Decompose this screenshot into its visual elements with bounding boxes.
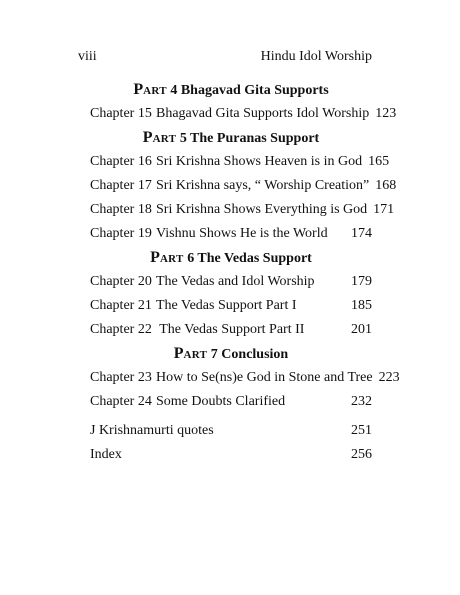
part-heading-6 (90, 246, 372, 270)
chapter-number: Chapter 24 (90, 394, 152, 409)
toc-entry (90, 270, 372, 294)
page-ref: 179 (351, 274, 372, 289)
chapter-title: Sri Krishna says, “ Worship Creation” (156, 178, 370, 193)
chapter-title: The Vedas and Idol Worship (156, 274, 315, 289)
part-heading-title: 6 The Vedas Support (183, 251, 312, 266)
chapter-number: Chapter 18 (90, 202, 152, 217)
part-heading-word: ART (183, 349, 208, 361)
chapter-number: Chapter 21 (90, 298, 152, 313)
chapter-title: The Vedas Support Part II (156, 322, 305, 337)
toc-entry (90, 318, 372, 342)
chapter-title: The Vedas Support Part I (156, 298, 297, 313)
part-heading-7 (90, 342, 372, 366)
back-matter-title: J Krishnamurti quotes (90, 423, 214, 438)
back-matter-entry (90, 419, 372, 443)
table-of-contents (90, 78, 400, 467)
part-heading-initial: P (173, 345, 184, 362)
part-heading-title: 4 Bhagavad Gita Supports (166, 83, 329, 98)
chapter-number: Chapter 19 (90, 226, 152, 241)
chapter-title: Vishnu Shows He is the World (156, 226, 328, 241)
chapter-number: Chapter 22 (90, 322, 152, 337)
part-heading-word: ART (152, 133, 177, 145)
page-ref: 185 (351, 298, 372, 313)
part-heading-word: ART (159, 253, 184, 265)
page-ref: 251 (351, 423, 372, 438)
page-ref: 171 (373, 202, 395, 217)
part-heading-initial: P (133, 81, 144, 98)
page-ref: 201 (351, 322, 372, 337)
chapter-number: Chapter 15 (90, 106, 152, 121)
chapter-number: Chapter 17 (90, 178, 152, 193)
back-matter-entry (90, 443, 372, 467)
toc-entry (90, 294, 372, 318)
part-heading-initial: P (142, 129, 153, 146)
page-ref: 165 (368, 154, 390, 169)
toc-entry (90, 150, 390, 174)
chapter-number: Chapter 20 (90, 274, 152, 289)
page-ref: 223 (378, 370, 400, 385)
page-ref: 168 (375, 178, 397, 193)
toc-entry (90, 102, 397, 126)
page-number: viii (78, 49, 97, 64)
toc-entry (90, 222, 372, 246)
page-ref: 123 (375, 106, 397, 121)
toc-entry (90, 366, 400, 390)
toc-entry (90, 174, 397, 198)
toc-entry (90, 198, 395, 222)
chapter-title: Bhagavad Gita Supports Idol Worship (156, 106, 370, 121)
part-heading-title: 5 The Puranas Support (176, 131, 320, 146)
page-ref: 232 (351, 394, 372, 409)
part-heading-5 (90, 126, 372, 150)
chapter-title: Some Doubts Clarified (156, 394, 286, 409)
back-matter-title: Index (90, 447, 122, 462)
part-heading-word: ART (143, 85, 167, 97)
part-heading-4 (90, 78, 372, 102)
chapter-number: Chapter 16 (90, 154, 152, 169)
chapter-title: Sri Krishna Shows Heaven is in God (156, 154, 363, 169)
chapter-title: How to Se(ns)e God in Stone and Tree (156, 370, 373, 385)
part-heading-title: 7 Conclusion (207, 347, 289, 362)
page-ref: 256 (351, 447, 372, 462)
part-heading-initial: P (150, 249, 160, 266)
page-ref: 174 (351, 226, 372, 241)
chapter-title: Sri Krishna Shows Everything is God (156, 202, 368, 217)
chapter-number: Chapter 23 (90, 370, 152, 385)
toc-entry (90, 390, 372, 414)
running-title: Hindu Idol Worship (260, 49, 372, 64)
